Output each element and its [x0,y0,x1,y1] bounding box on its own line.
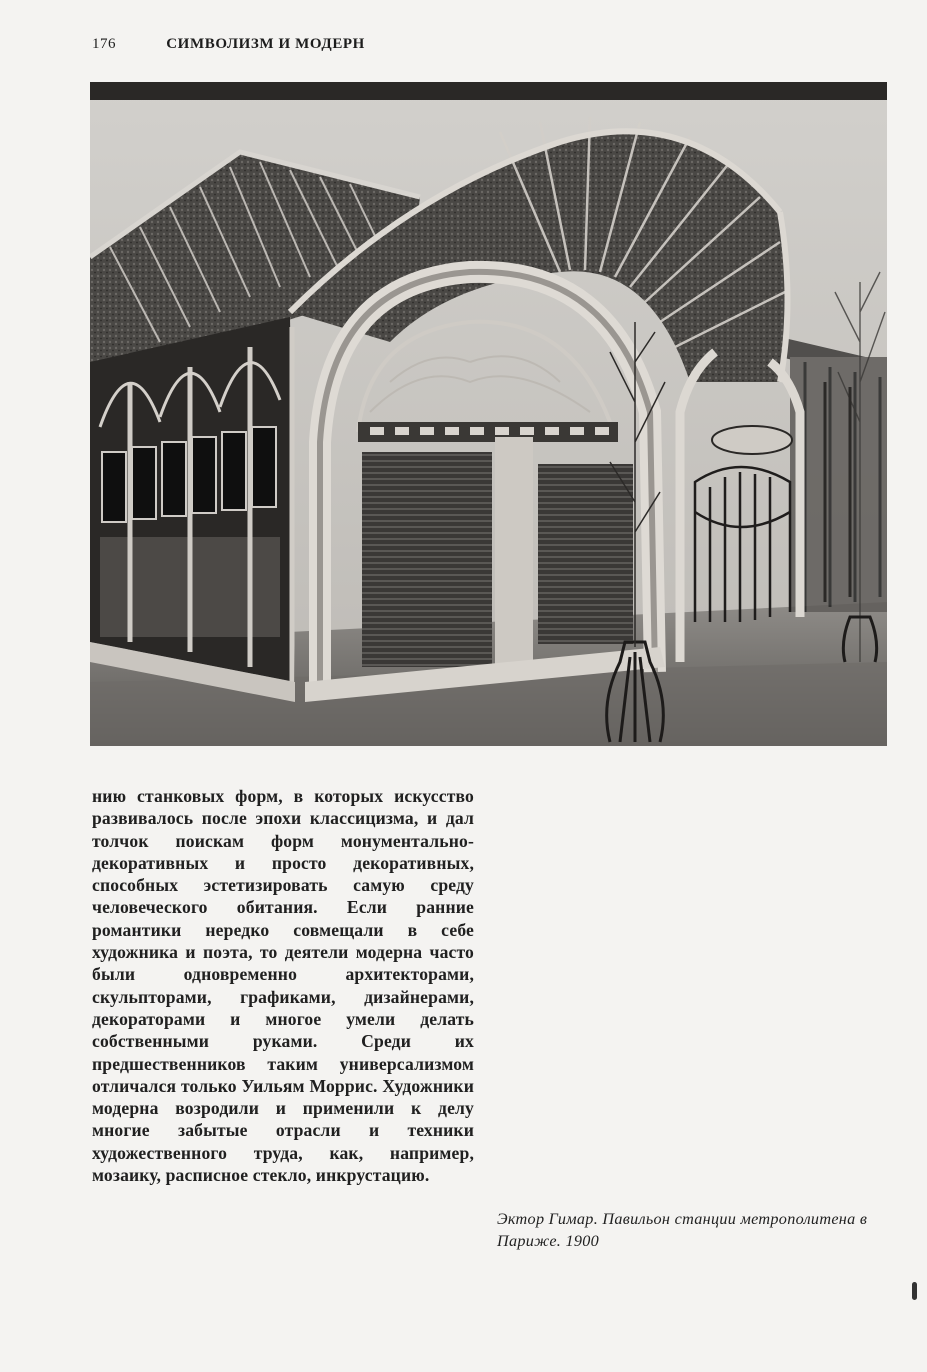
running-head [92,36,365,53]
pavilion-photo [90,82,887,746]
page-number: 176 [92,36,116,52]
section-title: СИМВОЛИЗМ И МОДЕРН [166,36,365,52]
body-paragraph: нию станковых форм, в которых искусство развивалось после эпохи классицизма, и дал толчок поискам форм монументально-декоративных и просто декоративных, способных эстетизировать самую среду человеческого обитания. Если ранние романтики нередко совмещали в себе художника и поэта, то деятели модерна часто были одновременно архитекторами, скульпторами, графиками, дизайнерами, декораторами и многое умели делать собственными руками. Среди их предшественников таким универсализмом отличался только Уильям Моррис. Художники модерна возродили и применили к делу многие забытые отрасли и техники художественного труда, как, например, мозаику, расписное стекло, инкрустацию. [92,786,474,1186]
illustration-metro-pavilion [90,82,887,746]
scan-edge-mark [912,1282,917,1300]
illustration-caption: Эктор Гимар. Павильон станции метрополитена в Париже. 1900 [497,1210,868,1250]
